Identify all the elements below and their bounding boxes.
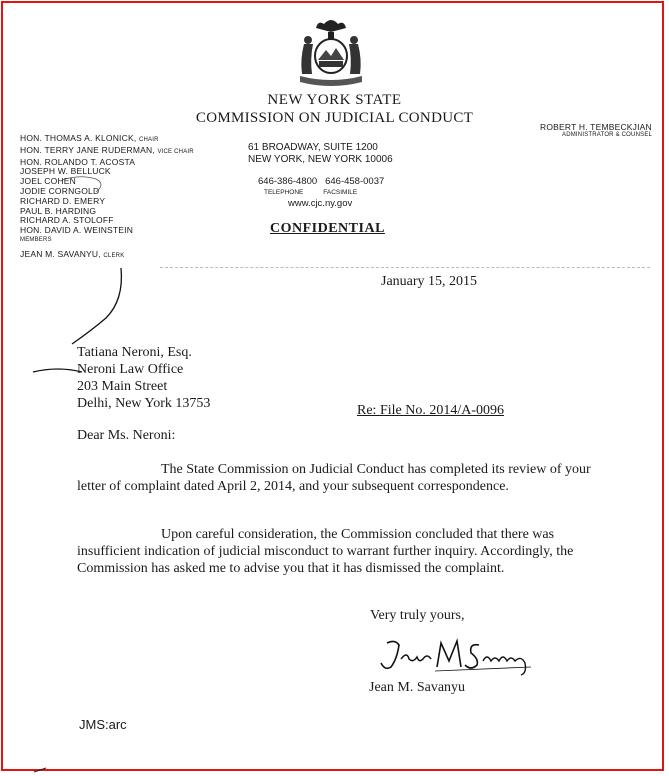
telephone-label: TELEPHONE [264,189,304,196]
administrator-block [540,122,652,138]
letter-date: January 15, 2015 [381,274,478,289]
handwritten-signature [375,633,545,678]
recipient-line: 203 Main Street [77,379,168,394]
member-item: PAUL B. HARDING [20,205,97,216]
member-item: RICHARD A. STOLOFF [20,215,114,226]
signer-name: Jean M. Savanyu [369,680,466,695]
closing: Very truly yours, [370,608,465,623]
commission-members-list [20,134,194,262]
body-paragraph-2: Upon careful consideration, the Commission concluded that there was insufficient indication of judicial misconduct to warrant further inquiry. Accordingly, the Commission has asked me to advise you that it has dismissed the complaint. [77,527,574,576]
recipient-line: Neroni Law Office [77,362,184,377]
body-paragraph-1: The State Commission on Judicial Conduct has completed its review of your letter of complaint dated April 2, 2014, and your subsequent correspondence. [77,462,591,494]
letterhead-state: NEW YORK STATE [267,92,402,108]
typist-initials: JMS:arc [79,717,127,732]
facsimile-number: 646-458-0037 [325,176,385,187]
member-item: HON. DAVID A. WEINSTEIN [20,225,134,236]
divider [160,267,650,268]
phone-labels [258,187,384,198]
re-line: Re: File No. 2014/A-0096 [357,403,504,418]
facsimile-label: FACSIMILE [323,189,358,196]
member-item: JODIE CORNGOLD [20,185,100,196]
commission-address [248,142,393,166]
recipient-line: Tatiana Neroni, Esq. [77,345,192,360]
administrator-name: ROBERT H. TEMBECKJIAN [540,122,652,132]
recipient-line: Delhi, New York 13753 [77,396,211,411]
member-item: RICHARD D. EMERY [20,195,106,206]
state-seal-emblem [286,14,376,96]
recipient-address [77,344,210,412]
address-line2: NEW YORK, NEW YORK 10006 [248,154,393,165]
member-item: JOSEPH W. BELLUCK [20,166,111,177]
confidential-label: CONFIDENTIAL [270,221,385,236]
letterhead-commission: COMMISSION ON JUDICIAL CONDUCT [195,110,474,126]
clerk-item: JEAN M. SAVANYU, CLERK [20,248,125,259]
salutation: Dear Ms. Neroni: [77,428,176,443]
contact-block [258,176,384,209]
member-item: HON. ROLANDO T. ACOSTA [20,156,136,167]
phone-numbers [258,176,384,187]
member-item: JOEL COHEN [20,176,77,187]
telephone-number: 646-386-4800 [258,176,318,187]
members-label: MEMBERS [20,236,52,243]
address-line1: 61 BROADWAY, SUITE 1200 [248,142,378,153]
website: www.cjc.ny.gov [288,198,353,209]
administrator-role: ADMINISTRATOR & COUNSEL [562,132,653,138]
member-item: HON. THOMAS A. KLONICK, CHAIR [20,133,159,143]
member-item: HON. TERRY JANE RUDERMAN, VICE CHAIR [20,144,194,155]
